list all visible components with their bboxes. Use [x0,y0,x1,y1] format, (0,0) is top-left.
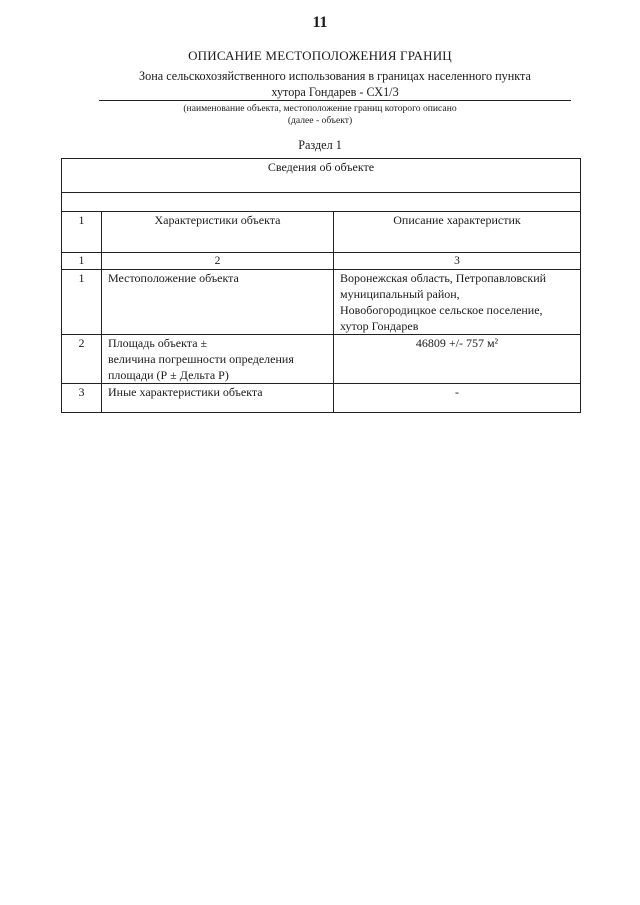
object-name-line-2: хутора Гондарев - СХ1/3 [271,85,399,99]
row-description [334,270,581,335]
empty-cell [62,193,581,212]
row-number: 1 [62,270,102,335]
table-index-row [62,253,581,270]
location-line-2: муниципальный район, [340,287,460,301]
index-cell-1: 1 [62,253,102,270]
object-name-block [99,68,571,101]
row-characteristic [102,335,334,384]
table-empty-row [62,193,581,212]
row-description: - [334,384,581,413]
section-label: Раздел 1 [298,138,342,152]
index-cell-3: 3 [334,253,581,270]
table-title-row [62,159,581,193]
area-value: 46809 +/- 757 м² [334,335,581,384]
document-title: ОПИСАНИЕ МЕСТОПОЛОЖЕНИЯ ГРАНИЦ [188,48,452,63]
object-name-line-1: Зона сельскохозяйственного использования в границах населенного пункта [139,69,531,83]
object-info-table [61,158,581,413]
header-characteristics: Характеристики объекта [102,212,334,253]
table-row-area [62,335,581,384]
row-number: 2 [62,335,102,384]
table-header-row [62,212,581,253]
area-label-line-2: величина погрешности определения [108,352,294,366]
area-label-line-3: площади (Р ± Дельта Р) [108,368,229,382]
location-line-1: Воронежская область, Петропавловский [340,271,547,285]
page-number: 11 [312,14,328,31]
header-description: Описание характеристик [334,212,581,253]
header-num: 1 [62,212,102,253]
table-title: Сведения об объекте [62,159,581,193]
table-row-other [62,384,581,413]
object-name-caption [0,103,640,127]
location-line-4: хутор Гондарев [340,319,419,333]
location-line-3: Новобогородицкое сельское поселение, [340,303,543,317]
caption-line-2: (далее - объект) [287,115,353,126]
row-characteristic: Местоположение объекта [102,270,334,335]
row-characteristic: Иные характеристики объекта [102,384,334,413]
row-number: 3 [62,384,102,413]
area-label-line-1: Площадь объекта ± [108,336,208,350]
caption-line-1: (наименование объекта, местоположение границ которого описано [183,103,457,114]
table-row-location [62,270,581,335]
index-cell-2: 2 [102,253,334,270]
